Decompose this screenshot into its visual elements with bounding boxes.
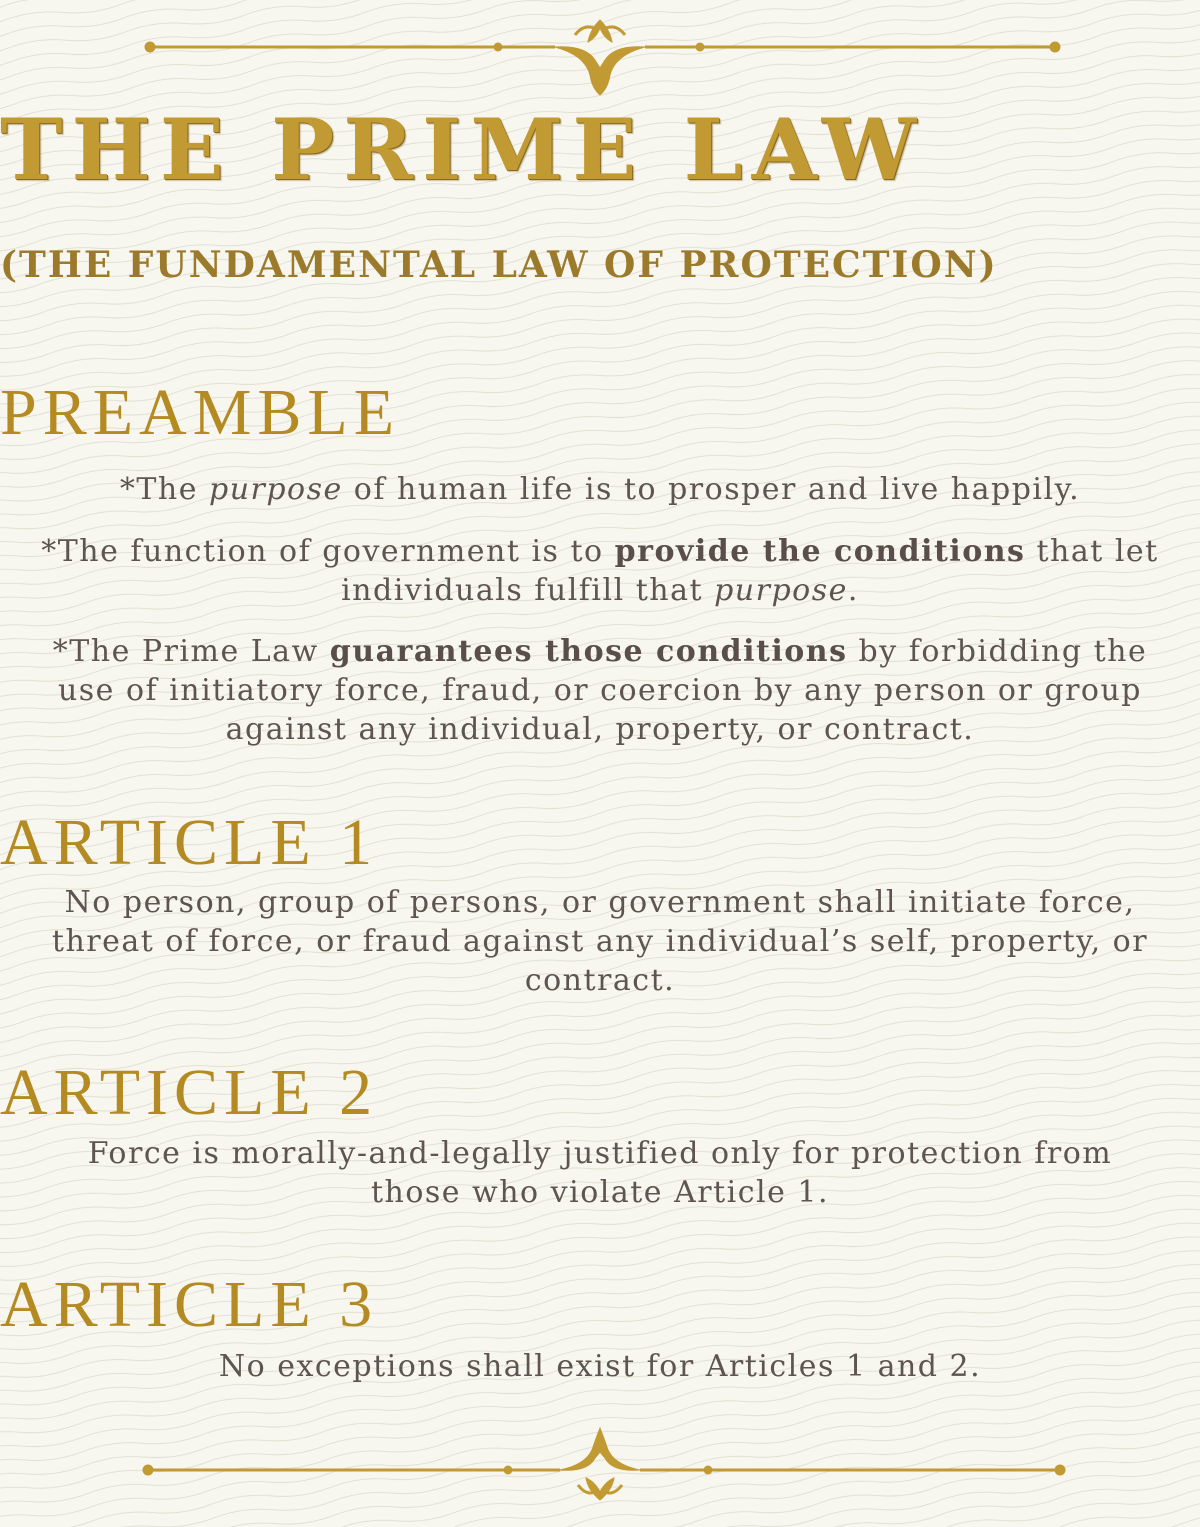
preamble-p1-text-a: *The xyxy=(119,472,209,507)
preamble-paragraph-2 xyxy=(40,532,1160,610)
preamble-p2-text-c: that let individuals fulfill that xyxy=(341,534,1159,608)
preamble-heading: PREAMBLE xyxy=(0,376,401,449)
article-3-heading: ARTICLE 3 xyxy=(0,1268,379,1341)
article-1-heading: ARTICLE 1 xyxy=(0,806,379,879)
preamble-p3-bold: guarantees those conditions xyxy=(329,634,848,669)
preamble-p3-text-a: *The Prime Law xyxy=(52,634,330,669)
article-3-text: No exceptions shall exist for Articles 1 and 2. xyxy=(218,1349,982,1384)
bottom-flourish-icon xyxy=(0,1420,1200,1520)
preamble-p3-text-c: by forbidding the use of initiatory force, fraud, or coercion by any person or group against any individual, property, or contract. xyxy=(57,634,1148,747)
preamble-p1-emphasis: purpose xyxy=(208,472,343,507)
page-subtitle: (THE FUNDAMENTAL LAW OF PROTECTION) xyxy=(0,244,998,286)
preamble-paragraph-3 xyxy=(40,632,1160,749)
article-1-text: No person, group of persons, or government shall initiate force, threat of force, or fraud against any individual’s self, property, or contract. xyxy=(51,885,1149,998)
top-flourish-icon xyxy=(0,0,1200,100)
article-2-text: Force is morally-and-legally justified only for protection from those who violate Article 1. xyxy=(87,1136,1113,1210)
preamble-p2-text-a: *The function of government is to xyxy=(41,534,615,569)
page-title: THE PRIME LAW xyxy=(0,100,926,199)
preamble-p2-text-e: . xyxy=(847,573,859,608)
preamble-p2-emphasis: purpose xyxy=(714,573,848,608)
preamble-paragraph-1 xyxy=(40,470,1160,509)
preamble-p1-text-c: of human life is to prosper and live happily. xyxy=(342,472,1081,507)
preamble-p2-bold: provide the conditions xyxy=(614,534,1026,569)
article-2-heading: ARTICLE 2 xyxy=(0,1056,379,1129)
